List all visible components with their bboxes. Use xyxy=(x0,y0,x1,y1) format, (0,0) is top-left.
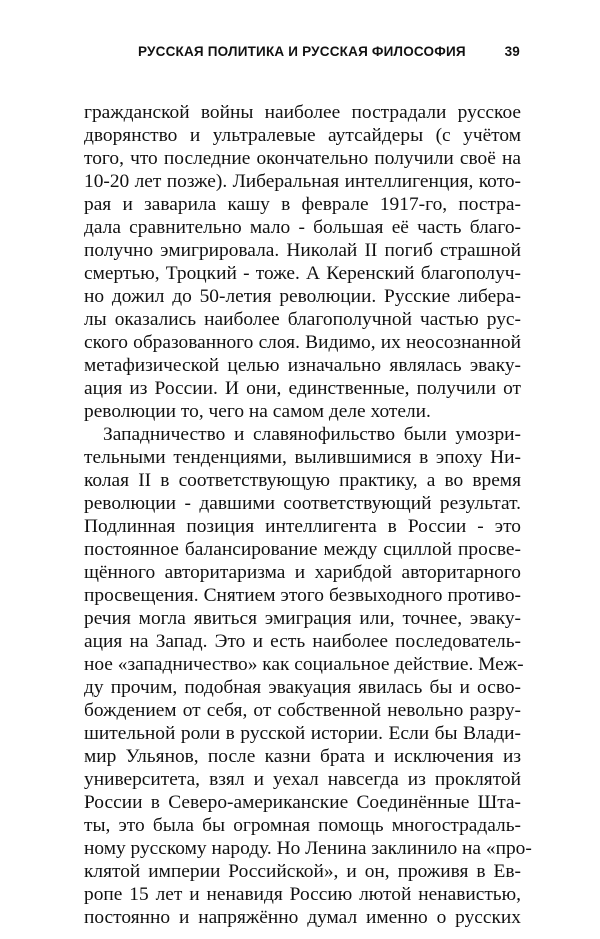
text-line: шительной роли в русской истории. Если бы Влади- xyxy=(84,723,521,744)
page-number: 39 xyxy=(504,44,520,59)
text-line: ду прочим, подобная эвакуация явилась бы и осво- xyxy=(84,677,521,698)
text-line: революции - давшими соответствующий результат. xyxy=(84,493,521,514)
text-line: ты, это была бы огромная помощь многострадаль- xyxy=(84,815,521,836)
text-line: Западничество и славянофильство были умозри- xyxy=(103,424,521,445)
text-line: лы оказались наиболее благополучной частью рус- xyxy=(84,309,521,330)
text-line: революции то, чего на самом деле хотели. xyxy=(84,401,431,422)
text-line: тельными тенденциями, вылившимися в эпоху Ни- xyxy=(84,447,521,468)
text-line: ропе 15 лет и ненавидя Россию лютой ненавистью, xyxy=(84,884,521,905)
running-header xyxy=(80,44,520,64)
text-line: дворянство и ультралевые аутсайдеры (с учётом xyxy=(84,125,521,146)
running-title: РУССКАЯ ПОЛИТИКА И РУССКАЯ ФИЛОСОФИЯ xyxy=(138,44,466,59)
text-line: бождением от себя, от собственной невольно разру- xyxy=(84,700,521,721)
text-line: ное «западничество» как социальное действие. Меж- xyxy=(84,654,524,675)
text-line: метафизической целью изначально являлась эваку- xyxy=(84,355,521,376)
text-line: получно эмигрировала. Николай II погиб страшной xyxy=(84,240,521,261)
paragraph-2 xyxy=(84,423,532,929)
body-text xyxy=(84,101,532,929)
text-line: Подлинная позиция интеллигента в России - это xyxy=(84,516,521,537)
text-line: просвещения. Снятием этого безвыходного противо- xyxy=(84,585,521,606)
text-line: 10-20 лет позже). Либеральная интеллигенция, кото- xyxy=(84,171,521,192)
text-line: университета, взял и уехал навсегда из проклятой xyxy=(84,769,521,790)
text-line: того, что последние окончательно получили своё на xyxy=(84,148,521,169)
text-line: колая II в соответствующую практику, а во время xyxy=(84,470,521,491)
text-line: мир Ульянов, после казни брата и исключения из xyxy=(84,746,521,767)
text-line: ному русскому народу. Но Ленина заклинило на «про- xyxy=(84,838,532,859)
text-line: ация из России. И они, единственные, получили от xyxy=(84,378,521,399)
text-line: постоянное балансирование между сциллой просве- xyxy=(84,539,521,560)
text-line: смертью, Троцкий - тоже. А Керенский благополуч- xyxy=(84,263,521,284)
text-line: постоянно и напряжённо думал именно о русских xyxy=(84,907,521,928)
text-line: дала сравнительно мало - большая её часть благо- xyxy=(84,217,521,238)
text-line: речия могла явиться эмиграция или, точнее, эваку- xyxy=(84,608,521,629)
text-line: но дожил до 50-летия революции. Русские либера- xyxy=(84,286,521,307)
text-line: России в Северо-американские Соединённые Шта- xyxy=(84,792,521,813)
text-line: рая и заварила кашу в феврале 1917-го, постра- xyxy=(84,194,521,215)
text-line: щённого авторитаризма и харибдой авторитарного xyxy=(84,562,521,583)
text-line: ского образованного слоя. Видимо, их неосознанной xyxy=(84,332,521,353)
text-line: ация на Запад. Это и есть наиболее последователь- xyxy=(84,631,521,652)
paragraph-1 xyxy=(84,101,521,423)
text-line: клятой империи Российской», и он, проживя в Ев- xyxy=(84,861,521,882)
text-line: гражданской войны наиболее пострадали русское xyxy=(84,102,521,123)
